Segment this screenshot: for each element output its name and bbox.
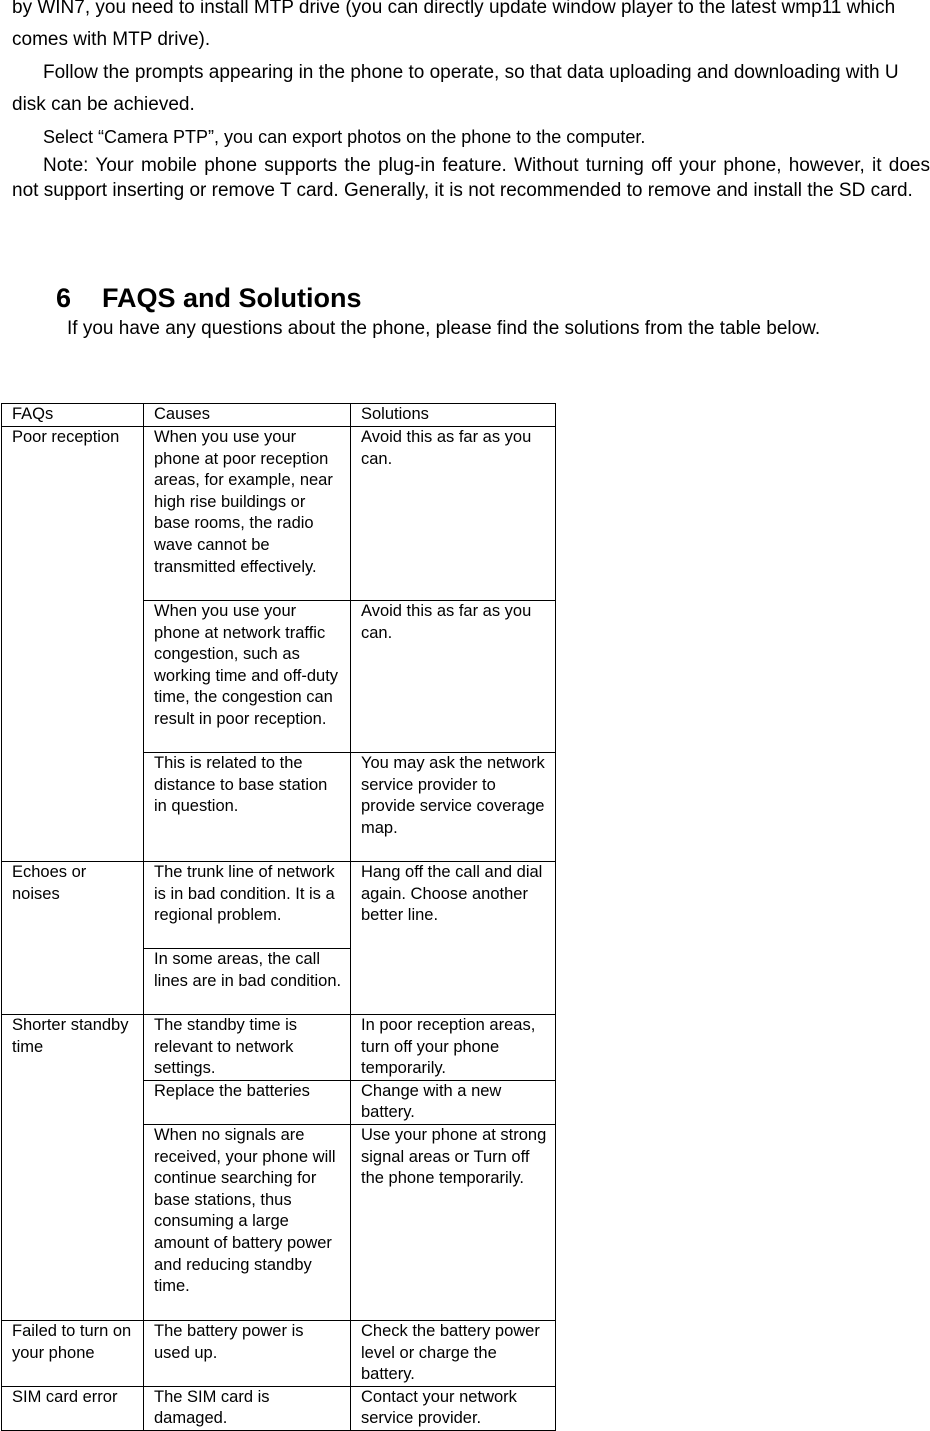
cause-cell: When you use your phone at poor reception areas, for example, near high rise buildings or base rooms, the radio wave cannot be transmitted effectively. [144,427,351,601]
cause-cell: The battery power is used up. [144,1320,351,1386]
cause-cell: When no signals are received, your phone will continue searching for base stations, thus consuming a large amount of battery power and reducing standby time. [144,1124,351,1320]
table-row [2,862,556,949]
solution-cell: You may ask the network service provider to provide service coverage map. [351,753,556,862]
faq-table [1,403,556,1431]
cause-cell: The trunk line of network is in bad condition. It is a regional problem. [144,862,351,949]
table-row [2,1015,556,1081]
faq-cell: SIM card error [2,1386,144,1430]
paragraph-follow-prompts: Follow the prompts appearing in the phone to operate, so that data uploading and downloading with U disk can be achieved. [12,62,899,115]
solution-cell: Contact your network service provider. [351,1386,556,1430]
solution-cell: Change with a new battery. [351,1080,556,1124]
section-title: FAQS and Solutions [102,283,362,313]
paragraph-camera-ptp: Select “Camera PTP”, you can export photos on the phone to the computer. [43,127,646,147]
section-number: 6 [56,283,72,313]
section-heading [56,281,362,315]
faq-cell: Echoes or noises [2,862,144,1015]
cause-cell: When you use your phone at network traffic congestion, such as working time and off-duty time, the congestion can result in poor reception. [144,601,351,753]
paragraph-mtp-drive: by WIN7, you need to install MTP drive (you can directly update window player to the latest wmp11 which comes with MTP drive). [12,0,896,50]
table-row [2,1320,556,1386]
header-solutions: Solutions [351,404,556,427]
header-causes: Causes [144,404,351,427]
cause-cell: The standby time is relevant to network settings. [144,1015,351,1081]
solution-cell: Check the battery power level or charge the battery. [351,1320,556,1386]
solution-cell: Avoid this as far as you can. [351,601,556,753]
cause-cell: In some areas, the call lines are in bad condition. [144,949,351,1015]
table-row [2,1386,556,1430]
solution-cell: Use your phone at strong signal areas or Turn off the phone temporarily. [351,1124,556,1320]
paragraph-note: Note: Your mobile phone supports the plug-in feature. Without turning off your phone, however, it does not support inserting or remove T card. Generally, it is not recommended to remove and install the SD card. [12,155,930,201]
table-header-row [2,404,556,427]
solution-cell: Avoid this as far as you can. [351,427,556,601]
cause-cell: The SIM card is damaged. [144,1386,351,1430]
faq-cell: Shorter standby time [2,1015,144,1321]
solution-cell: Hang off the call and dial again. Choose another better line. [351,862,556,1015]
table-row [2,427,556,601]
faq-cell: Failed to turn on your phone [2,1320,144,1386]
solution-cell: In poor reception areas, turn off your phone temporarily. [351,1015,556,1081]
faq-cell: Poor reception [2,427,144,862]
cause-cell: This is related to the distance to base station in question. [144,753,351,862]
header-faqs: FAQs [2,404,144,427]
cause-cell: Replace the batteries [144,1080,351,1124]
section-intro: If you have any questions about the phone, please find the solutions from the table below. [67,318,821,339]
